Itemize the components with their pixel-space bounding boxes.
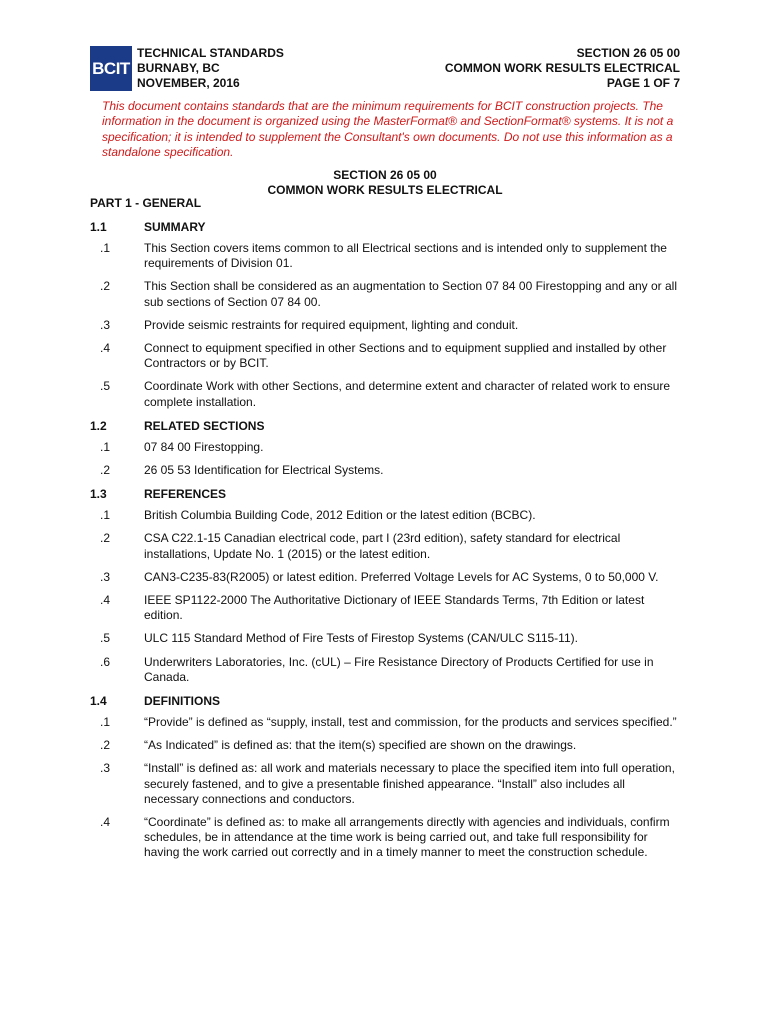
list-item bbox=[90, 631, 680, 646]
list-item bbox=[90, 531, 680, 561]
section-title-block bbox=[90, 168, 680, 198]
list-item bbox=[90, 379, 680, 409]
list-item bbox=[90, 463, 680, 478]
item-number: .2 bbox=[100, 738, 111, 753]
item-text: Provide seismic restraints for required equipment, lighting and conduit. bbox=[144, 317, 519, 332]
item-number: .3 bbox=[100, 569, 111, 584]
list-item bbox=[90, 341, 680, 371]
item-number: .6 bbox=[100, 654, 111, 669]
item-text: “As Indicated” is defined as: that the item(s) specified are shown on the drawings. bbox=[144, 738, 577, 753]
list-item bbox=[90, 655, 680, 685]
item-text: “Install” is defined as: all work and materials necessary to place the specified item into full operation, securely fastened, and to give a presentable finished appearance. “Install” also includes all necessary connections and conductors. bbox=[144, 761, 675, 806]
item-text: IEEE SP1122-2000 The Authoritative Dictionary of IEEE Standards Terms, 7th Edition or latest edition. bbox=[144, 593, 645, 623]
item-number: .5 bbox=[100, 631, 111, 646]
item-text: Connect to equipment specified in other Sections and to equipment supplied and installed by other Contractors or by BCIT. bbox=[144, 341, 667, 371]
item-number: .2 bbox=[100, 279, 111, 294]
list-item bbox=[90, 570, 680, 585]
item-text: ULC 115 Standard Method of Fire Tests of Firestop Systems (CAN/ULC S115-11). bbox=[144, 631, 578, 646]
standards-notice: This document contains standards that are the minimum requirements for BCIT construction projects. The information in the document is organized using the MasterFormat® and SectionFormat® systems. It is not a specification; it is intended to supplement the Consultant's own documents. Do not use this information as a standalone specification. bbox=[102, 99, 674, 159]
article-heading bbox=[90, 487, 680, 501]
item-number: .4 bbox=[100, 815, 111, 830]
item-number: .3 bbox=[100, 761, 111, 776]
item-number: .1 bbox=[100, 439, 111, 454]
header-left bbox=[137, 46, 284, 91]
article-heading bbox=[90, 220, 680, 234]
item-number: .1 bbox=[100, 508, 111, 523]
list-item bbox=[90, 761, 680, 807]
item-number: .1 bbox=[100, 241, 111, 255]
item-number: .5 bbox=[100, 379, 111, 394]
section-number-title: SECTION 26 05 00 bbox=[333, 168, 437, 182]
item-text: CSA C22.1-15 Canadian electrical code, part I (23rd edition), safety standard for electrical installations, Update No. 1 (2015) or the latest edition. bbox=[144, 531, 621, 561]
article-heading bbox=[90, 419, 680, 433]
article-number: 1.1 bbox=[90, 220, 107, 234]
item-number: .4 bbox=[100, 341, 111, 356]
list-item bbox=[90, 241, 680, 271]
article-title: DEFINITIONS bbox=[144, 694, 221, 709]
part-title: PART 1 - GENERAL bbox=[90, 196, 202, 210]
header-location: BURNABY, BC bbox=[137, 61, 220, 75]
list-item bbox=[90, 440, 680, 455]
articles-list bbox=[90, 220, 680, 861]
header-section-number: SECTION 26 05 00 bbox=[576, 46, 680, 60]
item-text: 07 84 00 Firestopping. bbox=[144, 439, 264, 454]
header-right bbox=[445, 46, 680, 91]
article-title: REFERENCES bbox=[144, 487, 227, 502]
item-text: This Section shall be considered as an augmentation to Section 07 84 00 Firestopping and any or all sub sections of Section 07 84 00. bbox=[144, 279, 678, 309]
item-text: Coordinate Work with other Sections, and determine extent and character of related work to ensure complete installation. bbox=[144, 379, 671, 409]
item-text: Underwriters Laboratories, Inc. (cUL) – Fire Resistance Directory of Products Certified for use in Canada. bbox=[144, 654, 654, 684]
item-number: .4 bbox=[100, 593, 111, 608]
item-number: .2 bbox=[100, 531, 111, 546]
section-name-title: COMMON WORK RESULTS ELECTRICAL bbox=[267, 183, 503, 197]
item-number: .2 bbox=[100, 463, 111, 478]
article-title: SUMMARY bbox=[144, 220, 206, 234]
article-number: 1.4 bbox=[90, 694, 107, 709]
header-standards-label: TECHNICAL STANDARDS bbox=[137, 46, 284, 60]
article-heading bbox=[90, 694, 680, 708]
list-item bbox=[90, 279, 680, 309]
bcit-logo: BCIT bbox=[90, 46, 132, 91]
item-number: .3 bbox=[100, 317, 111, 332]
list-item bbox=[90, 738, 680, 753]
list-item bbox=[90, 815, 680, 861]
header-page-number: PAGE 1 OF 7 bbox=[606, 76, 680, 90]
article-title: RELATED SECTIONS bbox=[144, 418, 265, 433]
list-item bbox=[90, 593, 680, 623]
item-text: British Columbia Building Code, 2012 Edition or the latest edition (BCBC). bbox=[144, 508, 536, 523]
item-text: “Coordinate” is defined as: to make all arrangements directly with agencies and individuals, confirm schedules, be in attendance at the time work is being carried out, and take full responsibility for having the work carried out correctly and in a timely manner to meet the construction schedule. bbox=[144, 815, 670, 860]
header-date: NOVEMBER, 2016 bbox=[137, 76, 240, 90]
item-text: “Provide” is defined as “supply, install, test and commission, for the products and services specified.” bbox=[144, 715, 677, 730]
list-item bbox=[90, 508, 680, 523]
item-text: This Section covers items common to all Electrical sections and is intended only to supplement the requirements of Division 01. bbox=[144, 241, 667, 271]
item-text: 26 05 53 Identification for Electrical Systems. bbox=[144, 463, 384, 478]
list-item bbox=[90, 318, 680, 333]
item-number: .1 bbox=[100, 715, 111, 730]
article-number: 1.3 bbox=[90, 487, 107, 502]
header-section-title: COMMON WORK RESULTS ELECTRICAL bbox=[444, 61, 680, 75]
article-number: 1.2 bbox=[90, 418, 107, 433]
item-text: CAN3-C235-83(R2005) or latest edition. Preferred Voltage Levels for AC Systems, 0 to 50,000 V. bbox=[144, 569, 659, 584]
list-item bbox=[90, 715, 680, 730]
